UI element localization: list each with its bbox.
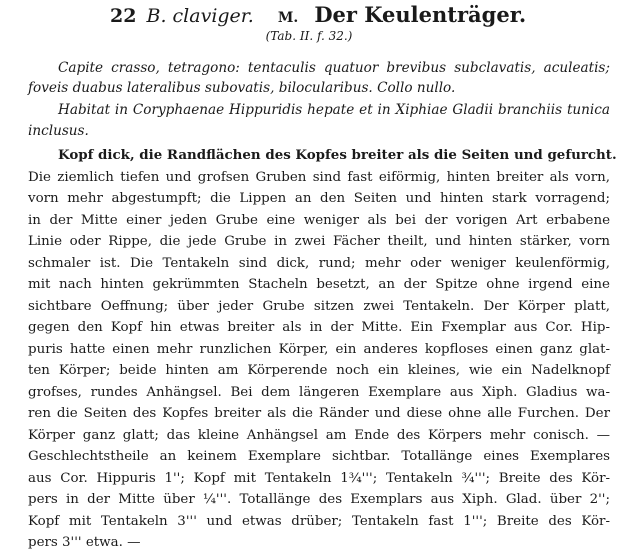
body-line: grofses, rundes Anhängsel. Bei dem längeren Exemplare aus Xiph. Gladius wa- bbox=[28, 384, 610, 400]
body-line: sichtbare Oeffnung; über jeder Grube sitzen zwei Tentakeln. Der Körper platt, bbox=[28, 298, 610, 314]
latin-diagnosis: Capite crasso, tetragono: tentaculis quatuor brevibus subclavatis, aculeatis; foveis duabus lateralibus subovatis, bilocularibus. Collo nullo. bbox=[28, 60, 610, 96]
body-line: Körper ganz glatt; das kleine Anhängsel am Ende des Körpers mehr conisch. — bbox=[28, 427, 610, 443]
body-line: Linie oder Rippe, die jede Grube in zwei Fächer theilt, und hinten stärker, vorn bbox=[28, 234, 610, 249]
body-line: pers 3''' etwa. — bbox=[28, 535, 141, 550]
body-line: ren die Seiten des Kopfes breiter als die Ränder und diese ohne alle Furchen. Der bbox=[28, 406, 610, 421]
body-line: aus Cor. Hippuris 1''; Kopf mit Tentakeln 1¾'''; Tentakeln ¾'''; Breite des Kör- bbox=[28, 470, 610, 486]
body-line: pers in der Mitte über ¼'''. Totallänge des Exemplars aus Xiph. Glad. über 2''; bbox=[28, 492, 610, 507]
body-line: Geschlechtstheile an keinem Exemplare sichtbar. Totallänge eines Exemplares bbox=[28, 449, 610, 464]
body-line: schmaler ist. Die Tentakeln sind dick, rund; mehr oder weniger keulenförmig, bbox=[28, 255, 610, 271]
body-line: puris hatte einen mehr runzlichen Körper, ein anderes kopfloses einen ganz glat- bbox=[28, 341, 610, 357]
body-line: vorn mehr abgestumpft; die Lippen an den Seiten und hinten stark vorragend; bbox=[28, 191, 610, 206]
section-heading bbox=[110, 2, 570, 31]
body-line: Kopf dick, die Randflächen des Kopfes breiter als die Seiten und gefurcht. bbox=[58, 147, 617, 163]
body-line: Die ziemlich tiefen und grofsen Gruben sind fast eiförmig, hinten breiter als vorn, bbox=[28, 169, 610, 185]
author-mark: M. bbox=[277, 10, 299, 26]
body-line: Kopf mit Tentakeln 3''' und etwas drüber; Tentakeln fast 1'''; Breite des Kör- bbox=[28, 513, 610, 529]
species-german-name: Der Keulenträger. bbox=[314, 2, 527, 27]
body-line: ten Körper; beide hinten am Körperende noch ein kleines, wie ein Nadelknopf bbox=[28, 363, 610, 378]
plate-reference: (Tab. II. f. 32.) bbox=[265, 29, 353, 43]
description-paragraph bbox=[28, 145, 617, 554]
species-latin-name: B. claviger. bbox=[146, 5, 254, 27]
species-number: 22 bbox=[110, 5, 137, 27]
body-line: gegen den Kopf hin etwas breiter als in der Mitte. Ein Fxemplar aus Cor. Hip- bbox=[28, 320, 610, 335]
body-line: in der Mitte einer jeden Grube eine weniger als bei der vorigen Art erbabene bbox=[28, 212, 610, 228]
habitat-paragraph: Habitat in Coryphaenae Hippuridis hepate et in Xiphiae Gladii branchiis tunica inclusus. bbox=[28, 102, 610, 139]
body-line: mit nach hinten gekrümmten Stacheln besetzt, an der Spitze ohne irgend eine bbox=[28, 277, 610, 292]
